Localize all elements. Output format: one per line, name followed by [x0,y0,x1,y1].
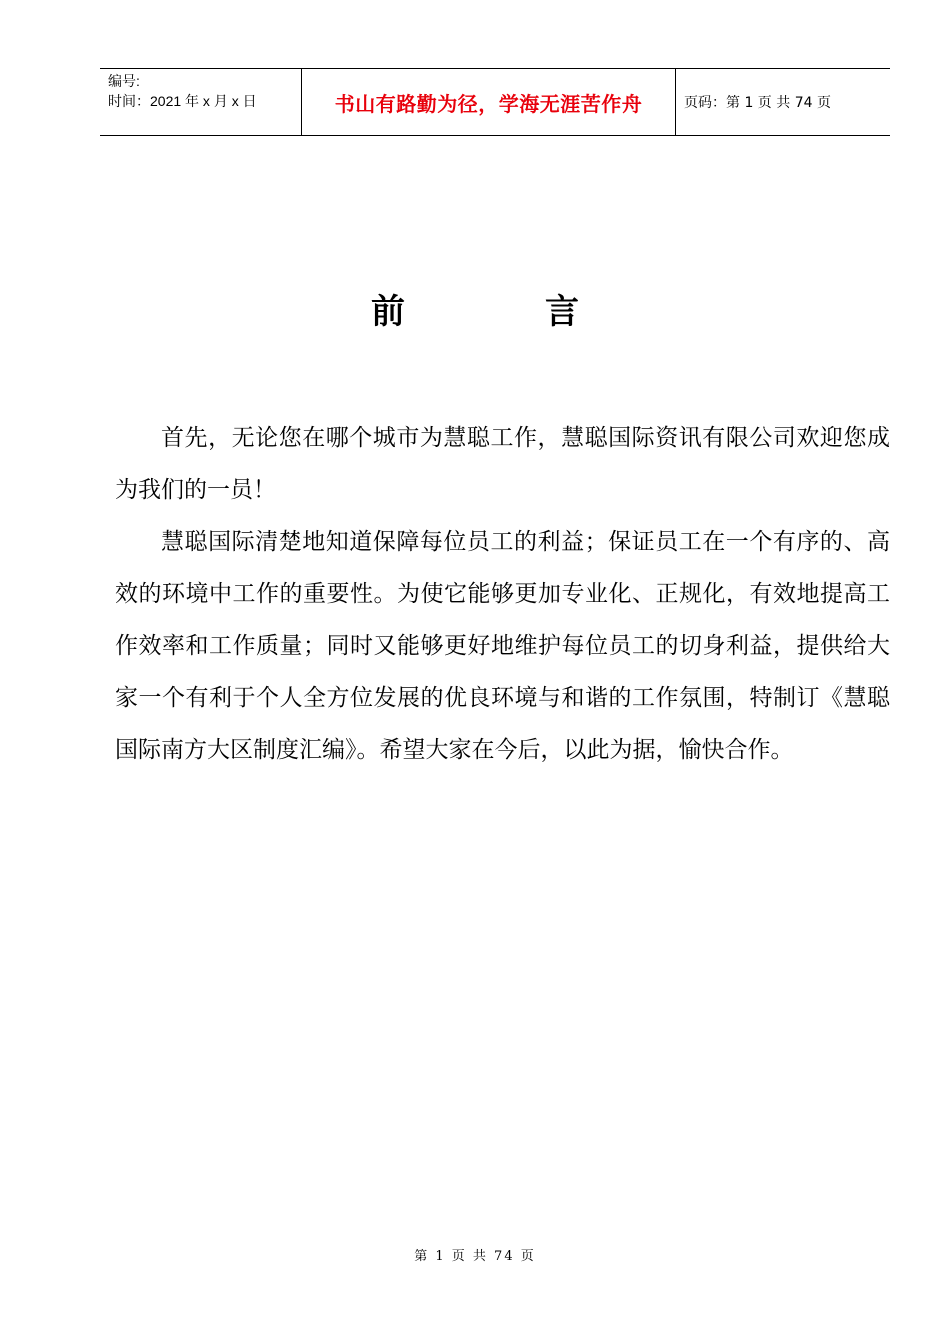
date-label: 时间：2021 年 x 月 x 日 [108,93,257,109]
paragraph-1: 首先，无论您在哪个城市为慧聪工作，慧聪国际资讯有限公司欢迎您成为我们的一员！ [115,425,890,503]
page-footer: 第 1 页 共 74 页 [414,1249,536,1264]
paragraph-2: 慧聪国际清楚地知道保障每位员工的利益；保证员工在一个有序的、高效的环境中工作的重要性。为使它能够更加专业化、正规化，有效地提高工作效率和工作质量；同时又能够更好地维护每位员工的切身利益，提供给大家一个有利于个人全方位发展的优良环境与和谐的工作氛围，特制订《慧聪国际南方大区制度汇编》。希望大家在今后，以此为据，愉快合作。 [115,529,890,763]
page-title: 前言 [371,292,719,332]
header-meta-cell [100,69,302,135]
header-page-cell [676,69,890,135]
motto-text: 书山有路勤为径，学海无涯苦作舟 [334,91,643,116]
document-header [100,68,890,136]
header-page-info: 页码：第 1 页 共 74 页 [684,95,831,111]
document-body [115,412,890,776]
header-motto-cell [302,69,676,135]
serial-number-label: 编号: [108,73,140,89]
